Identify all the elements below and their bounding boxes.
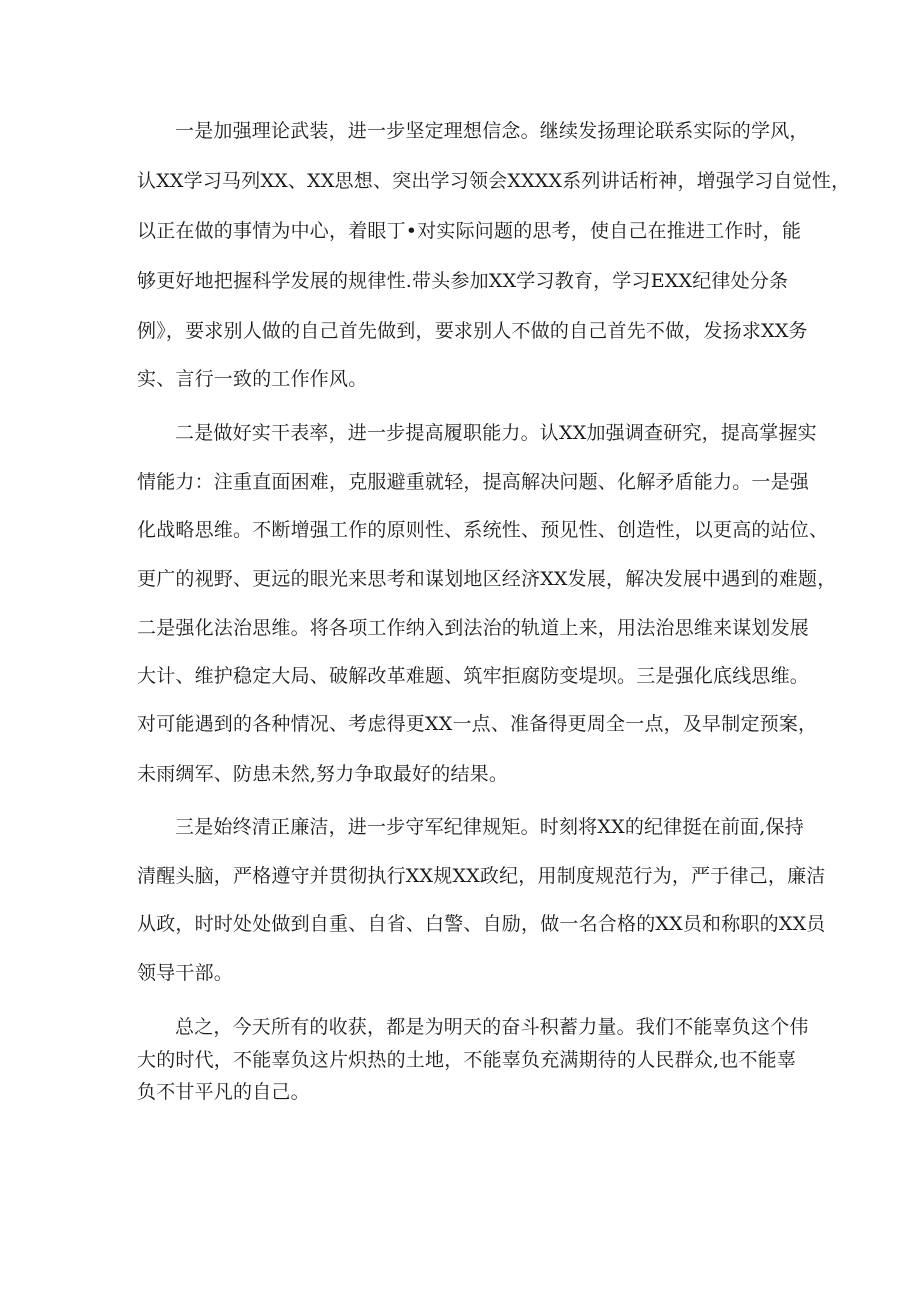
paragraph-line: 二是强化法治思维。将各项工作纳入到法治的轨道上来，用法治思维来谋划发展 bbox=[137, 617, 810, 639]
paragraph-line: 以正在做的事情为中心，着眼丁•对实际问题的思考，使自己在推进工作时，能 bbox=[137, 220, 802, 242]
paragraph-line: 例》，要求别人做的自己首先做到，要求别人不做的自己首先不做，发扬求XX务 bbox=[137, 320, 808, 342]
paragraph-line: 实、言行一致的工作作风。 bbox=[137, 368, 368, 390]
paragraph-line: 二是做好实干表率，进一步提高履职能力。认XX加强调查研究，提高掌握实 bbox=[175, 422, 817, 444]
paragraph-line: 化战略思维。不断增强工作的原则性、系统性、预见性、创造性，以更高的站位、 bbox=[137, 519, 829, 541]
paragraph-line: 够更好地把握科学发展的规律性.带头参加XX学习教育，学习EXX纪律处分条 bbox=[137, 270, 789, 292]
paragraph-line: 三是始终清正廉洁，进一步守军纪律规矩。时刻将XX的纪律挺在前面,保持 bbox=[175, 816, 804, 838]
paragraph-line: 清醒头脑，严格遵守并贯彻执行XX规XX政纪，用制度规范行为，严于律己，廉洁 bbox=[137, 865, 826, 887]
paragraph-line: 情能力：注重直面困难，克服避重就轻，提高解决问题、化解矛盾能力。一是强 bbox=[137, 471, 810, 493]
paragraph-line: 大计、维护稳定大局、破解改革难题、筑牢拒腐防变堤坝。三是强化底线思维。 bbox=[137, 665, 810, 687]
paragraph-line: 领导干部。 bbox=[137, 962, 234, 984]
paragraph-line: 从政，时时处处做到自重、自省、白警、自励，做一名合格的XX员和称职的XX员 bbox=[137, 913, 826, 935]
paragraph-line: 负不甘平凡的自己。 bbox=[137, 1081, 310, 1103]
paragraph-line: 对可能遇到的各种情况、考虑得更XX一点、准备得更周全一点，及早制定预案， bbox=[137, 713, 818, 735]
paragraph-line: 一是加强理论武装，进一步坚定理想信念。继续发扬理论联系实际的学风， bbox=[175, 120, 809, 142]
paragraph-line: 认XX学习马列XX、XX思想、突出学习领会XXXX系列讲话桁神，增强学习自觉性， bbox=[137, 170, 851, 192]
paragraph-line: 大的时代，不能辜负这片炽热的土地，不能辜负充满期待的人民群众,也不能辜 bbox=[137, 1049, 797, 1071]
paragraph-line: 总之，今天所有的收获，都是为明天的奋斗积蓄力量。我们不能辜负这个伟 bbox=[175, 1016, 809, 1038]
paragraph-line: 未雨绸军、防患未然,努力争取最好的结果。 bbox=[137, 763, 509, 785]
paragraph-line: 更广的视野、更远的眼光来思考和谋划地区经济XX发展，解决发展中遇到的难题， bbox=[137, 568, 837, 590]
